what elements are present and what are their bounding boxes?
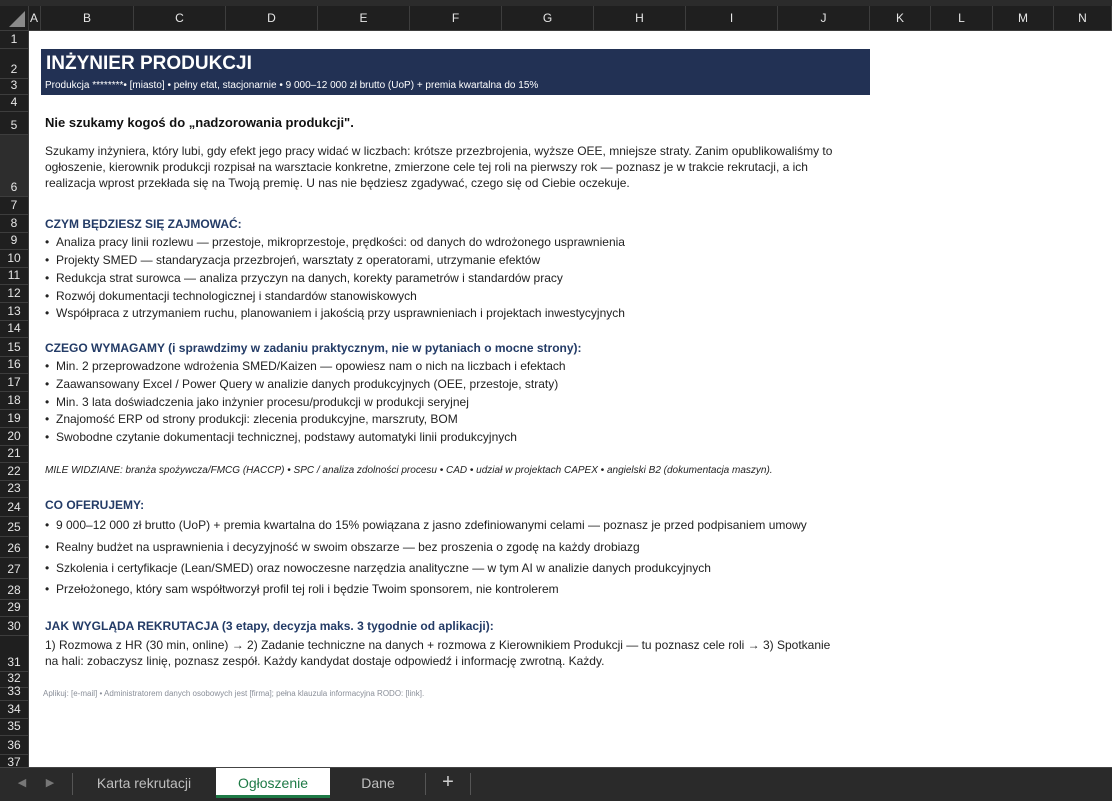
row-header[interactable]: 13 [0, 303, 28, 321]
column-header-e[interactable]: E [318, 6, 410, 30]
row-header[interactable]: 34 [0, 701, 28, 719]
intro-cell[interactable] [45, 143, 832, 191]
row-header[interactable]: 15 [0, 338, 28, 357]
apply-note-cell[interactable]: Aplikuj: [e-mail] • Administratorem danych osobowych jest [firma]; pełna klauzula informacyjna RODO: [link]. [43, 689, 425, 698]
recruitment-heading[interactable]: JAK WYGLĄDA REKRUTACJA (3 etapy, decyzja maks. 3 tygodnie od aplikacji): [45, 619, 494, 633]
offer-item[interactable]: • Szkolenia i certyfikacje (Lean/SMED) oraz nowoczesne narzędzia analityczne — w tym AI w analizie danych produkcyjnych [45, 561, 711, 575]
column-header-n[interactable]: N [1054, 6, 1112, 30]
column-header-f[interactable]: F [410, 6, 502, 30]
bullet-icon: • [45, 561, 50, 575]
row-header[interactable]: 2 [0, 49, 28, 79]
scroll-tabs-right-icon[interactable]: ▶ [45, 777, 55, 789]
nice-to-have-cell[interactable]: MILE WIDZIANE: branża spożywcza/FMCG (HACCP) • SPC / analiza zdolności procesu • CAD • udział w projektach CAPEX • angielski B2 (dokumentacja maszyn). [45, 465, 773, 476]
row-header[interactable]: 1 [0, 31, 28, 49]
tab-separator [72, 773, 73, 795]
offer-heading[interactable]: CO OFERUJEMY: [45, 498, 145, 512]
column-header-c[interactable]: C [134, 6, 226, 30]
row-header[interactable]: 3 [0, 79, 28, 95]
requirements-heading[interactable]: CZEGO WYMAGAMY (i sprawdzimy w zadaniu praktycznym, nie w pytaniach o mocne strony): [45, 341, 582, 355]
row-header[interactable]: 17 [0, 374, 28, 392]
task-item[interactable]: • Współpraca z utrzymaniem ruchu, planowaniem i jakością przy usprawnieniach i projektach inwestycyjnych [45, 306, 625, 320]
bullet-icon: • [45, 306, 50, 320]
job-subtitle: Produkcja ********• [miasto] • pełny etat, stacjonarnie • 9 000–12 000 zł brutto (UoP) + premia kwartalna do 15% [45, 80, 539, 91]
row-header[interactable]: 22 [0, 463, 28, 481]
row-header[interactable]: 31 [0, 636, 28, 672]
add-sheet-button[interactable]: + [442, 771, 454, 793]
row-header[interactable]: 36 [0, 736, 28, 755]
select-all-triangle-icon [9, 11, 25, 27]
row-header[interactable]: 35 [0, 719, 28, 736]
row-header[interactable]: 32 [0, 672, 28, 688]
row-header[interactable]: 8 [0, 215, 28, 233]
column-header-bar [0, 6, 1112, 31]
row-header[interactable]: 28 [0, 579, 28, 600]
requirement-item[interactable]: • Min. 3 lata doświadczenia jako inżynier procesu/produkcji w produkcji seryjnej [45, 395, 469, 409]
row-header[interactable]: 29 [0, 600, 28, 617]
intro-line: realizacja wprost przekłada się na Twoją premię. U nas nie będziesz zgadywać, czego się od Ciebie oczekuje. [45, 176, 630, 190]
row-header[interactable]: 4 [0, 95, 28, 112]
requirement-item[interactable]: • Min. 2 przeprowadzone wdrożenia SMED/Kaizen — opowiesz nam o nich na liczbach i efektach [45, 359, 566, 373]
recruitment-steps-cell[interactable] [45, 637, 830, 669]
requirement-item[interactable]: • Zaawansowany Excel / Power Query w analizie danych produkcyjnych (OEE, przestoje, straty) [45, 377, 559, 391]
sheet-tab-bar [0, 767, 1112, 801]
task-item[interactable]: • Redukcja strat surowca — analiza przyczyn na danych, korekty parametrów i standardów pracy [45, 271, 563, 285]
bullet-icon: • [45, 271, 50, 285]
requirement-item[interactable]: • Swobodne czytanie dokumentacji technicznej, podstawy automatyki linii produkcyjnych [45, 430, 517, 444]
bullet-icon: • [45, 430, 50, 444]
row-header[interactable]: 12 [0, 285, 28, 303]
bullet-icon: • [45, 412, 50, 426]
tab-karta-rekrutacji[interactable]: Karta rekrutacji [96, 775, 192, 791]
job-title-banner[interactable] [41, 49, 870, 95]
bullet-icon: • [45, 377, 50, 391]
row-header[interactable]: 18 [0, 392, 28, 410]
column-header-d[interactable]: D [226, 6, 318, 30]
offer-item[interactable]: • Realny budżet na usprawnienia i decyzyjność w swoim obszarze — bez proszenia o zgodę na każdy drobiazg [45, 540, 640, 554]
recruitment-line: na hali: zobaczysz linię, poznasz zespół. Każdy kandydat dostaje odpowiedź i informację zwrotną. Każdy. [45, 654, 605, 668]
recruitment-line: 1) Rozmowa z HR (30 min, online) → 2) Zadanie techniczne na danych + rozmowa z Kierownikiem Produkcji — tu poznasz cele roli → 3) Spotkanie [45, 638, 831, 652]
tasks-heading[interactable]: CZYM BĘDZIESZ SIĘ ZAJMOWAĆ: [45, 217, 242, 231]
intro-line: ogłoszenie, kierownik produkcji rozpisał na warsztacie konkretne, zmierzone cele tej roli na pierwszy rok — poznasz je w trakcie rekrutacji, a ich [45, 160, 808, 174]
requirement-item[interactable]: • Znajomość ERP od strony produkcji: zlecenia produkcyjne, marszruty, BOM [45, 412, 458, 426]
task-item[interactable]: • Rozwój dokumentacji technologicznej i standardów stanowiskowych [45, 289, 417, 303]
column-header-m[interactable]: M [993, 6, 1054, 30]
bullet-icon: • [45, 518, 50, 532]
column-header-h[interactable]: H [594, 6, 686, 30]
tab-separator [470, 773, 471, 795]
task-item[interactable]: • Projekty SMED — standaryzacja przezbrojeń, warsztaty z operatorami, utrzymanie efektów [45, 253, 541, 267]
row-header[interactable]: 23 [0, 481, 28, 498]
row-header[interactable]: 19 [0, 410, 28, 428]
row-header[interactable]: 37 [0, 755, 28, 767]
column-header-k[interactable]: K [870, 6, 931, 30]
column-header-g[interactable]: G [502, 6, 594, 30]
row-header[interactable]: 24 [0, 498, 28, 517]
bullet-icon: • [45, 395, 50, 409]
row-header[interactable]: 21 [0, 446, 28, 463]
tab-ogloszenie[interactable]: Ogłoszenie [216, 768, 330, 798]
bullet-icon: • [45, 235, 50, 249]
row-header[interactable]: 26 [0, 537, 28, 558]
bullet-icon: • [45, 289, 50, 303]
column-header-j[interactable]: J [778, 6, 870, 30]
scroll-tabs-left-icon[interactable]: ◀ [17, 777, 27, 789]
headline-cell[interactable]: Nie szukamy kogoś do „nadzorowania produkcji". [45, 115, 354, 130]
intro-line: Szukamy inżyniera, który lubi, gdy efekt jego pracy widać w liczbach: krótsze przezbrojenia, wyższe OEE, mniejsze straty. Zanim opublikowaliśmy to [45, 144, 833, 158]
bullet-icon: • [45, 582, 50, 596]
tab-dane[interactable]: Dane [361, 775, 395, 791]
bullet-icon: • [45, 253, 50, 267]
row-header[interactable]: 27 [0, 558, 28, 579]
row-header[interactable]: 6 [0, 135, 28, 197]
offer-item[interactable]: • 9 000–12 000 zł brutto (UoP) + premia kwartalna do 15% powiązana z jasno zdefiniowanymi celami — poznasz je przed podpisaniem umowy [45, 518, 807, 532]
row-header[interactable]: 5 [0, 112, 28, 135]
task-item[interactable]: • Analiza pracy linii rozlewu — przestoje, mikroprzestoje, prędkości: od danych do wdrożonego usprawnienia [45, 235, 625, 249]
select-all-corner[interactable] [0, 6, 29, 30]
row-header[interactable]: 16 [0, 357, 28, 374]
row-header[interactable]: 14 [0, 321, 28, 338]
column-header-l[interactable]: L [931, 6, 993, 30]
offer-item[interactable]: • Przełożonego, który sam współtworzył profil tej roli i będzie Twoim sponsorem, nie kontrolerem [45, 582, 559, 596]
job-title: INŻYNIER PRODUKCJI [46, 53, 252, 74]
bullet-icon: • [45, 359, 50, 373]
row-header[interactable]: 9 [0, 233, 28, 250]
row-header[interactable]: 7 [0, 197, 28, 215]
bullet-icon: • [45, 540, 50, 554]
row-header[interactable]: 25 [0, 517, 28, 537]
row-header-bar [0, 31, 29, 767]
column-header-i[interactable]: I [686, 6, 778, 30]
row-header[interactable]: 33 [0, 688, 28, 701]
column-header-b[interactable]: B [41, 6, 134, 30]
row-header[interactable]: 10 [0, 250, 28, 268]
column-header-a[interactable]: A [28, 6, 41, 30]
row-header[interactable]: 30 [0, 617, 28, 636]
row-header[interactable]: 20 [0, 428, 28, 446]
row-header[interactable]: 11 [0, 268, 28, 285]
